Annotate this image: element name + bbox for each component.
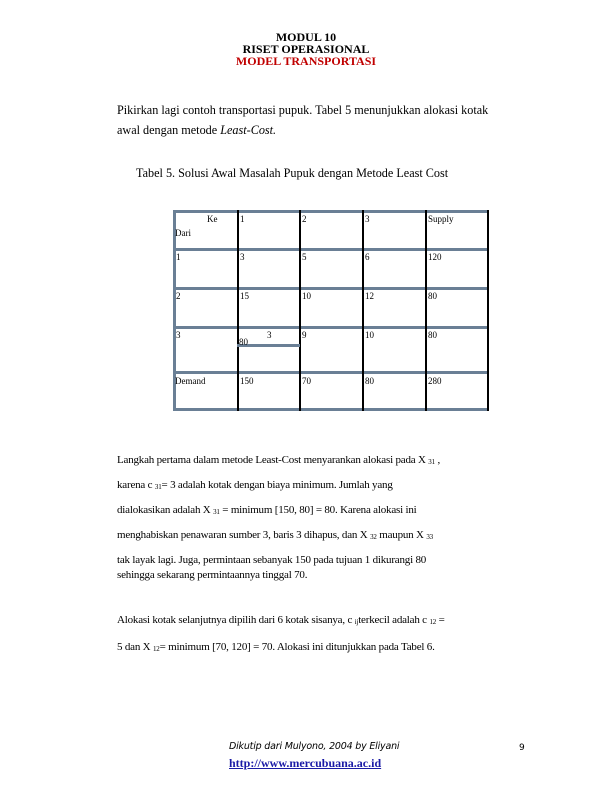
paragraph-1-line-2 [117,478,393,494]
column-header: 1 [240,214,245,224]
text: = [436,614,445,626]
cost-cell: 12 [365,291,374,301]
text: menghabiskan penawaran sumber 3, baris 3 dihapus, dan X [117,529,368,541]
column-divider [237,210,239,411]
intro-line-2-text: awal dengan metode [117,123,221,137]
column-header: 2 [302,214,307,224]
cost-cell: 9 [302,330,307,340]
cost-cell: 10 [365,330,374,340]
paragraph-1-line-5: tak layak lagi. Juga, permintaan sebanyak 150 pada tujuan 1 dikurangi 80 [117,554,427,566]
text: Langkah pertama dalam metode Least-Cost menyarankan alokasi pada X [117,454,426,466]
column-header: 3 [365,214,370,224]
row-label: 2 [176,291,181,301]
intro-paragraph [117,100,488,140]
table-caption: Tabel 5. Solusi Awal Masalah Pupuk dengan Metode Least Cost [136,166,449,180]
intro-line-2 [117,120,488,140]
table-border [173,371,489,374]
allocation-value: 80 [239,337,248,347]
table-border [173,326,489,329]
column-header: Supply [428,214,454,224]
subscript: 32 [370,533,377,541]
subscript: 33 [426,533,433,541]
course-title: RISET OPERASIONAL [242,42,370,56]
demand-cell: 70 [302,376,311,386]
demand-cell: 150 [240,376,254,386]
supply-cell: 80 [428,291,437,301]
column-divider [299,210,301,411]
paragraph-1-line-1 [117,453,440,469]
chapter-title: MODEL TRANSPORTASI [235,54,377,68]
page-number: 9 [519,743,525,753]
text: dialokasikan adalah X [117,504,211,516]
subscript: 31 [213,508,220,516]
paragraph-2-line-1 [117,613,445,629]
cost-cell: 5 [302,252,307,262]
text: terkecil adalah c [358,614,427,626]
row-label: 3 [176,330,181,340]
text: = minimum [70, 120] = 70. Alokasi ini ditunjukkan pada Tabel 6. [159,641,435,653]
text: maupun X [379,529,424,541]
paragraph-2-line-2 [117,640,435,656]
text: , [434,454,441,466]
supply-cell: 120 [428,252,442,262]
table-border [173,287,489,290]
subscript: ij [354,618,359,626]
cost-cell: 3 [240,252,245,262]
subscript: 12 [153,645,160,653]
column-divider [362,210,364,411]
table-border [173,408,489,411]
document-header [0,31,612,67]
subscript: 12 [429,618,437,626]
corner-from-label: Dari [175,228,191,238]
cost-cell: 15 [240,291,249,301]
paragraph-1-line-3 [117,503,417,519]
row-label: Demand [175,376,206,386]
supply-cell: 80 [428,330,437,340]
footer-link[interactable]: http://www.mercubuana.ac.id [229,756,382,770]
subscript: 31 [428,458,435,466]
row-label: 1 [176,252,181,262]
module-number: MODUL 10 [275,30,337,44]
column-divider [425,210,427,411]
text: = 3 adalah kotak dengan biaya minimum. Jumlah yang [161,479,393,491]
cost-cell: 3 [267,330,272,340]
intro-line-1: Pikirkan lagi contoh transportasi pupuk. Tabel 5 menunjukkan alokasi kotak [117,103,489,117]
transport-table [173,210,489,411]
total-cell: 280 [428,376,442,386]
table-border [173,210,489,213]
cost-cell: 10 [302,291,311,301]
corner-to-label: Ke [207,214,218,224]
cost-cell: 6 [365,252,370,262]
text: Alokasi kotak selanjutnya dipilih dari 6 kotak sisanya, c [117,614,353,626]
column-divider [487,210,489,411]
paragraph-1-line-6: sehingga sekarang permintaannya tinggal 70. [117,569,308,581]
text: = minimum [150, 80] = 80. Karena alokasi ini [219,504,417,516]
table-border [173,248,489,251]
text: 5 dan X [117,641,151,653]
subscript: 31 [154,483,162,491]
footer-citation: Dikutip dari Mulyono, 2004 by Eliyani [229,741,400,752]
method-name: Least-Cost. [220,123,277,137]
text: karena c [117,479,153,491]
demand-cell: 80 [365,376,374,386]
paragraph-1-line-4 [117,528,433,544]
